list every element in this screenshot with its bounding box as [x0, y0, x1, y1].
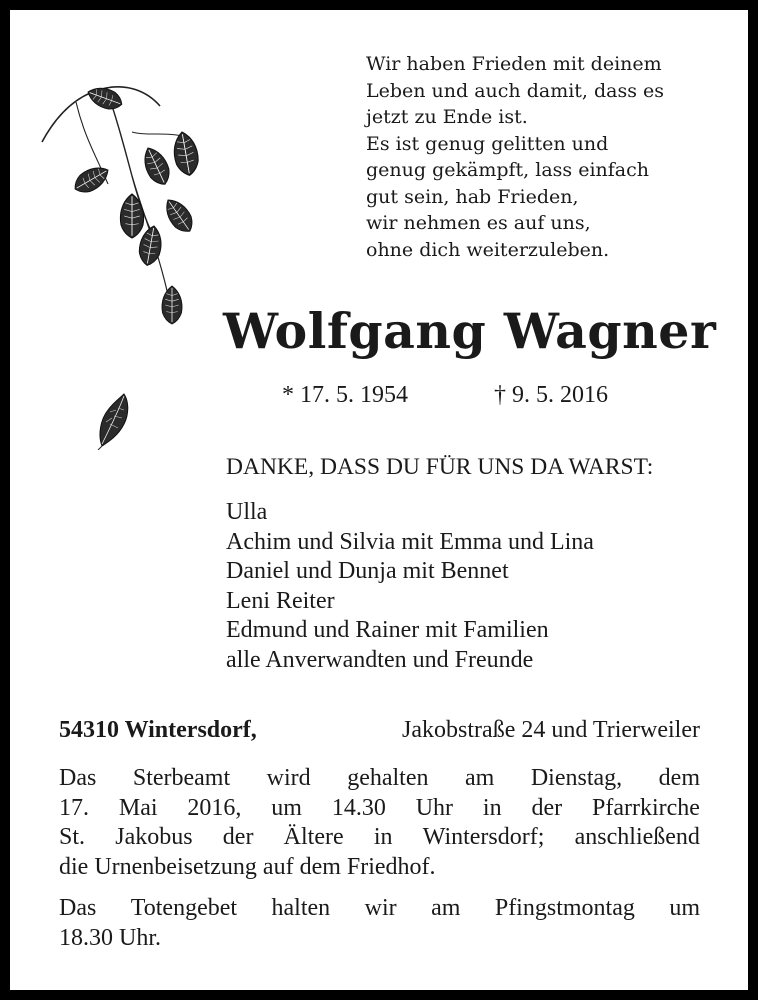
mourner: Achim und Silvia mit Emma und Lina	[226, 528, 594, 555]
poem-line: ohne dich weiterzuleben.	[366, 238, 610, 261]
poem-line: genug gekämpft, lass einfach	[366, 159, 649, 181]
service-paragraph	[59, 764, 700, 882]
poem-line: wir nehmen es auf uns,	[366, 212, 591, 234]
service-line: die Urnenbeisetzung auf dem Friedhof.	[59, 853, 436, 880]
mourner: Ulla	[226, 499, 268, 525]
obituary-notice	[10, 10, 748, 990]
mourners-list	[226, 498, 594, 675]
mourner: Daniel und Dunja mit Bennet	[226, 558, 509, 584]
poem-line: Es ist genug gelitten und	[366, 132, 609, 155]
poem-line: jetzt zu Ende ist.	[366, 106, 528, 128]
prayer-line: Das Totengebet halten wir am Pfingstmontag um	[59, 895, 700, 921]
address-place: 54310 Wintersdorf,	[59, 717, 257, 743]
thanks-heading: DANKE, DASS DU FÜR UNS DA WARST:	[226, 454, 654, 480]
birth-date: * 17. 5. 1954	[282, 382, 408, 408]
poem-line: gut sein, hab Frieden,	[366, 185, 579, 208]
address-line	[59, 717, 700, 744]
prayer-paragraph	[59, 894, 700, 953]
mourner: Leni Reiter	[226, 587, 335, 614]
poem-line: Wir haben Frieden mit deinem	[366, 53, 662, 75]
poem	[366, 51, 726, 263]
address-street: Jakobstraße 24 und Trierweiler	[402, 717, 700, 743]
falling-leaf-icon	[94, 390, 134, 450]
service-line: St. Jakobus der Ältere in Wintersdorf; anschließend	[59, 824, 700, 850]
service-line: 17. Mai 2016, um 14.30 Uhr in der Pfarrkirche	[59, 794, 700, 821]
mourner: alle Anverwandten und Freunde	[226, 646, 534, 673]
poem-line: Leben und auch damit, dass es	[366, 79, 665, 102]
service-line: Das Sterbeamt wird gehalten am Dienstag, dem	[59, 765, 700, 791]
death-date: † 9. 5. 2016	[494, 382, 608, 408]
mourner: Edmund und Rainer mit Familien	[226, 617, 549, 643]
deceased-name: Wolfgang Wagner	[223, 302, 717, 360]
birch-branch-icon	[36, 76, 206, 336]
prayer-line: 18.30 Uhr.	[59, 924, 161, 951]
